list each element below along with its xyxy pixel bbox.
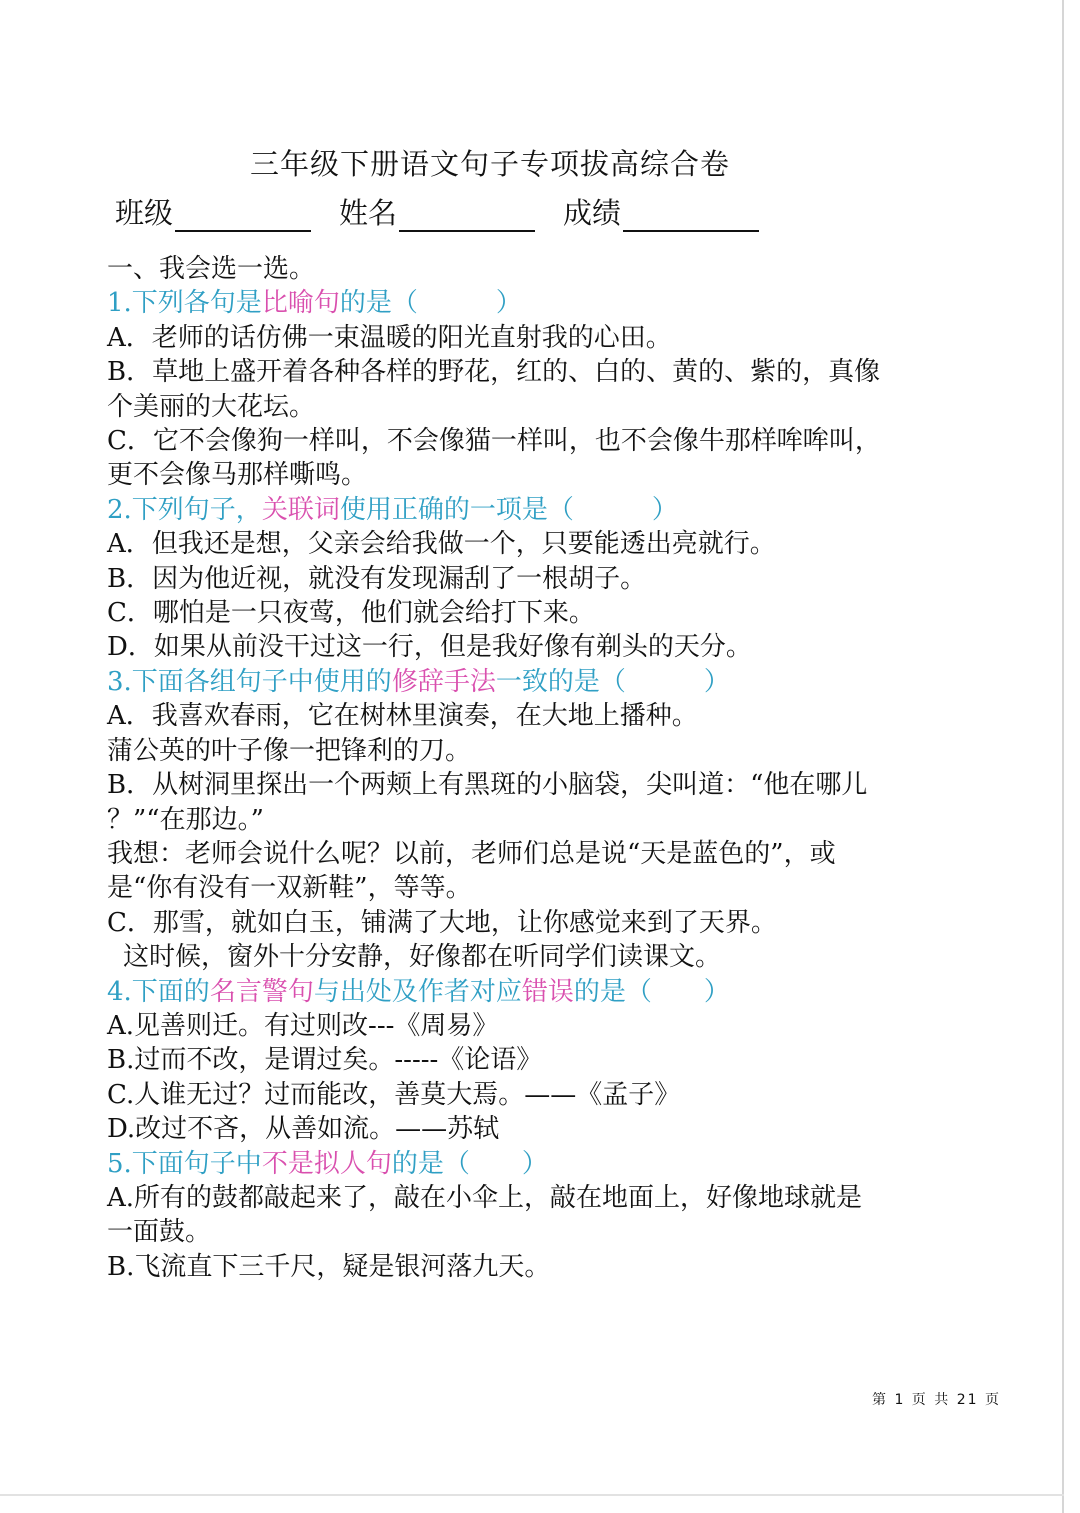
- page-edge-bottom: [0, 1494, 1064, 1496]
- name-label: 姓名: [339, 196, 398, 230]
- q3-option-b-line1: B．从树洞里探出一个两颊上有黑斑的小脑袋，尖叫道：“他在哪儿: [107, 770, 868, 801]
- q3-option-a-line1: A．我喜欢春雨，它在树林里演奏，在大地上播种。: [107, 701, 698, 732]
- q3-option-a-line2: 蒲公英的叶子像一把锋利的刀。: [107, 735, 472, 766]
- q1-option-c-line2: 更不会像马那样嘶鸣。: [107, 460, 368, 491]
- class-label: 班级: [115, 196, 174, 230]
- q4-highlight-2: 错误: [521, 976, 574, 1007]
- q1-option-a: A．老师的话仿佛一束温暖的阳光直射我的心田。: [107, 322, 672, 353]
- question-1: [107, 286, 977, 320]
- q5-option-a-line2: 一面鼓。: [107, 1217, 212, 1248]
- q2-option-b: B．因为他近视，就没有发现漏刮了一根胡子。: [107, 563, 647, 594]
- q3-option-b-line4: 是“你有没有一双新鞋”，等等。: [107, 873, 472, 904]
- q1-option-b-line2: 个美丽的大花坛。: [107, 391, 316, 422]
- q3-suffix: 一致的是（ ）: [495, 666, 730, 697]
- student-info-row: [115, 192, 875, 232]
- q1-prefix: 1.下列各句是: [107, 288, 262, 319]
- question-3: [107, 665, 977, 699]
- q3-prefix: 3.下面各组句子中使用的: [107, 666, 392, 697]
- q3-option-b-line3: 我想：老师会说什么呢？以前，老师们总是说“天是蓝色的”，或: [107, 838, 836, 869]
- q5-option-b: B.飞流直下三千尺，疑是银河落九天。: [107, 1251, 551, 1282]
- q2-option-a: A．但我还是想，父亲会给我做一个，只要能透出亮就行。: [107, 529, 776, 560]
- name-blank: [399, 202, 535, 232]
- name-field: [339, 192, 535, 232]
- q4-prefix: 4.下面的: [107, 976, 210, 1007]
- section-heading: 一、我会选一选。: [107, 254, 316, 284]
- question-2: [107, 493, 977, 527]
- q5-suffix: 的是（ ）: [391, 1148, 548, 1179]
- q3-option-c-line2: 这时候，窗外十分安静，好像都在听同学们读课文。: [123, 942, 722, 973]
- q3-highlight: 修辞手法: [391, 666, 496, 697]
- q2-option-c: C．哪怕是一只夜莺，他们就会给打下来。: [107, 598, 595, 629]
- question-5: [107, 1147, 977, 1181]
- q3-option-c-line1: C．那雪，就如白玉，铺满了大地，让你感觉来到了天界。: [107, 907, 777, 938]
- q2-option-d: D．如果从前没干过这一行，但是我好像有剃头的天分。: [107, 632, 752, 663]
- score-label: 成绩: [563, 196, 622, 230]
- worksheet-body: [107, 252, 977, 1284]
- q4-option-a: A.见善则迁。有过则改---《周易》: [107, 1010, 499, 1041]
- class-field: [115, 192, 311, 232]
- q5-option-a-line1: A.所有的鼓都敲起来了，敲在小伞上，敲在地面上，好像地球就是: [107, 1182, 863, 1213]
- q4-option-c: C.人谁无过？过而能改，善莫大焉。——《孟子》: [107, 1079, 681, 1110]
- score-field: [563, 192, 759, 232]
- q1-highlight: 比喻句: [261, 288, 340, 319]
- q4-option-b: B.过而不改，是谓过矣。-----《论语》: [107, 1045, 543, 1076]
- q4-middle: 与出处及作者对应: [313, 976, 522, 1007]
- q1-option-c-line1: C．它不会像狗一样叫，不会像猫一样叫，也不会像牛那样哞哞叫，: [107, 426, 881, 457]
- q2-highlight: 关联词: [261, 494, 340, 525]
- q2-prefix: 2.下列句子，: [107, 494, 262, 525]
- q5-prefix: 5.下面句子中: [107, 1148, 262, 1179]
- q4-suffix: 的是（ ）: [573, 976, 730, 1007]
- q5-highlight: 不是拟人句: [261, 1148, 392, 1179]
- class-blank: [175, 202, 311, 232]
- q1-suffix: 的是（ ）: [339, 288, 522, 319]
- q1-option-b-line1: B．草地上盛开着各种各样的野花，红的、白的、黄的、紫的，真像: [107, 357, 881, 388]
- q4-highlight-1: 名言警句: [209, 976, 314, 1007]
- q3-option-b-line2: ？”“在那边。”: [107, 804, 264, 835]
- q4-option-d: D.改过不吝，从善如流。——苏轼: [107, 1114, 500, 1145]
- score-blank: [623, 202, 759, 232]
- page-title: 三年级下册语文句子专项拔高综合卷: [249, 147, 730, 181]
- question-4: [107, 975, 977, 1009]
- q2-suffix: 使用正确的一项是（ ）: [339, 494, 678, 525]
- page-edge-right: [1062, 0, 1064, 1513]
- page-number-footer: 第 1 页 共 21 页: [872, 1392, 1001, 1408]
